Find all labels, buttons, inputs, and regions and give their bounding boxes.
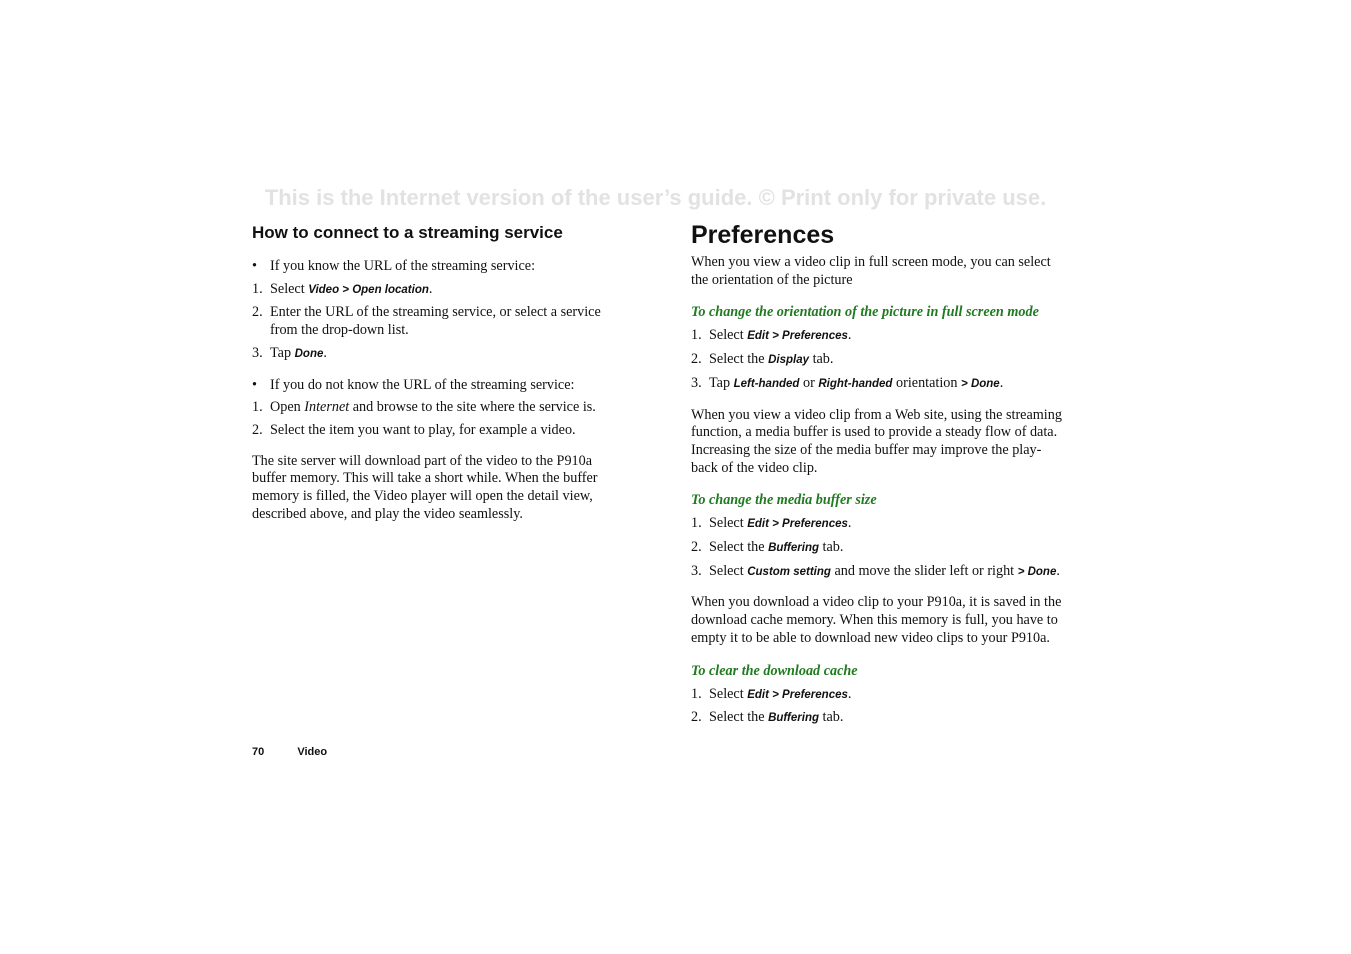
list-item [252,281,622,300]
subheading-clear-cache: To clear the download cache [691,662,858,679]
step-text: Select the [709,709,769,726]
step-text: Tap [270,344,295,361]
step-text: Tap [709,374,734,391]
list-item [691,375,1063,394]
footer-section-title: Video [297,746,328,758]
step-text: orientation [892,374,962,391]
step-text: Select the [709,539,769,556]
ui-command: Edit > Preferences [747,688,848,701]
step-text: Select the item you want to play, for example a video. [270,421,576,438]
step-text: . [999,374,1004,391]
list-item [252,258,622,276]
ui-command: Edit > Preferences [747,330,848,343]
step-number: 1. [691,515,702,532]
page-number: 70 [252,746,265,758]
page-footer [252,746,327,758]
paragraph-buffer-info: The site server will download part of the video to the P910a buffer memory. This will take a short while. When the buffer memory is filled, the Video player will open the detail view, described above, and play the video seamlessly. [252,452,598,522]
step-text: . [428,280,433,297]
step-number: 2. [691,709,702,726]
paragraph-media-buffer: When you view a video clip from a Web site, using the streaming function, a media buffer is used to provide a steady flow of data. Increasing the size of the media buffer may improve the play-back of the video clip. [691,406,1062,476]
step-text: Enter the URL of the streaming service, or select a service from the drop-down list. [270,304,601,339]
ui-command: Buffering [768,542,819,555]
steps-clear-cache [691,686,1063,728]
right-column [691,220,1063,733]
bullet-text: If you do not know the URL of the streaming service: [270,376,575,393]
step-number: 1. [691,327,702,344]
subheading-orientation: To change the orientation of the picture in full screen mode [691,304,1039,321]
step-text: . [847,685,852,702]
page-title-preferences: Preferences [691,221,835,249]
list-item [252,377,622,395]
list-item [691,515,1063,534]
list-item [252,345,622,364]
left-column [252,220,622,537]
step-text: or [799,374,819,391]
bullet-mark: • [252,258,257,274]
ui-command: Buffering [768,712,819,725]
step-text: Select [709,685,748,702]
step-number: 3. [252,344,263,361]
section-heading-streaming: How to connect to a streaming service [252,223,563,242]
step-number: 2. [691,539,702,556]
step-number: 2. [252,421,263,438]
ui-command: Right-handed [818,377,893,390]
ui-command: Video > Open location [308,283,429,296]
list-item [691,327,1063,346]
step-text: . [847,515,852,532]
ui-command: > Done [961,377,1000,390]
bullet-list-unknown-url [252,377,622,395]
bullet-text: If you know the URL of the streaming service: [270,258,536,274]
paragraph-download-cache: When you download a video clip to your P910a, it is saved in the download cache memory. When this memory is full, you have to empty it to be able to download new video clips to your P910a. [691,594,1062,646]
step-number: 3. [691,374,702,391]
ui-command: Display [768,354,810,367]
step-number: 1. [252,399,263,416]
step-text: tab. [819,709,844,726]
steps-unknown-url [252,399,622,439]
paragraph-intro: When you view a video clip in full screen mode, you can select the orientation of the picture [691,254,1051,288]
list-item [691,686,1063,705]
step-text: . [323,344,327,361]
steps-orientation [691,327,1063,393]
step-text: and move the slider left or right [830,562,1018,579]
step-number: 1. [252,280,263,297]
ui-command: > Done [1017,565,1057,578]
ui-command: Done [294,347,324,360]
step-text: . [847,327,852,344]
step-text: Select the [709,351,769,368]
step-number: 3. [691,562,702,579]
step-number: 1. [691,685,702,702]
step-text: tab. [819,539,844,556]
step-text: . [1056,562,1060,579]
list-item [252,304,622,339]
list-item [691,539,1063,558]
step-text: Select [709,515,748,532]
step-number: 2. [691,351,702,368]
ui-command: Left-handed [733,377,800,390]
steps-known-url [252,281,622,364]
ui-command: Edit > Preferences [747,518,848,531]
list-item [252,399,622,417]
list-item [691,563,1063,582]
step-text: and browse to the site where the service is. [349,399,596,416]
step-text: tab. [809,351,834,368]
step-text: Select [270,280,309,297]
list-item [252,422,622,440]
step-text: Select [709,327,748,344]
bullet-list-known-url [252,258,622,276]
list-item [691,709,1063,728]
bullet-mark: • [252,376,257,393]
steps-buffer-size [691,515,1063,581]
subheading-buffer-size: To change the media buffer size [691,492,877,509]
watermark-notice: This is the Internet version of the user’s guide. © Print only for private use. [264,185,1047,210]
ui-command: Custom setting [747,565,831,578]
step-text: Select [709,562,748,579]
list-item [691,351,1063,370]
app-name: Internet [304,399,350,416]
step-number: 2. [252,304,263,321]
step-text: Open [270,399,305,416]
